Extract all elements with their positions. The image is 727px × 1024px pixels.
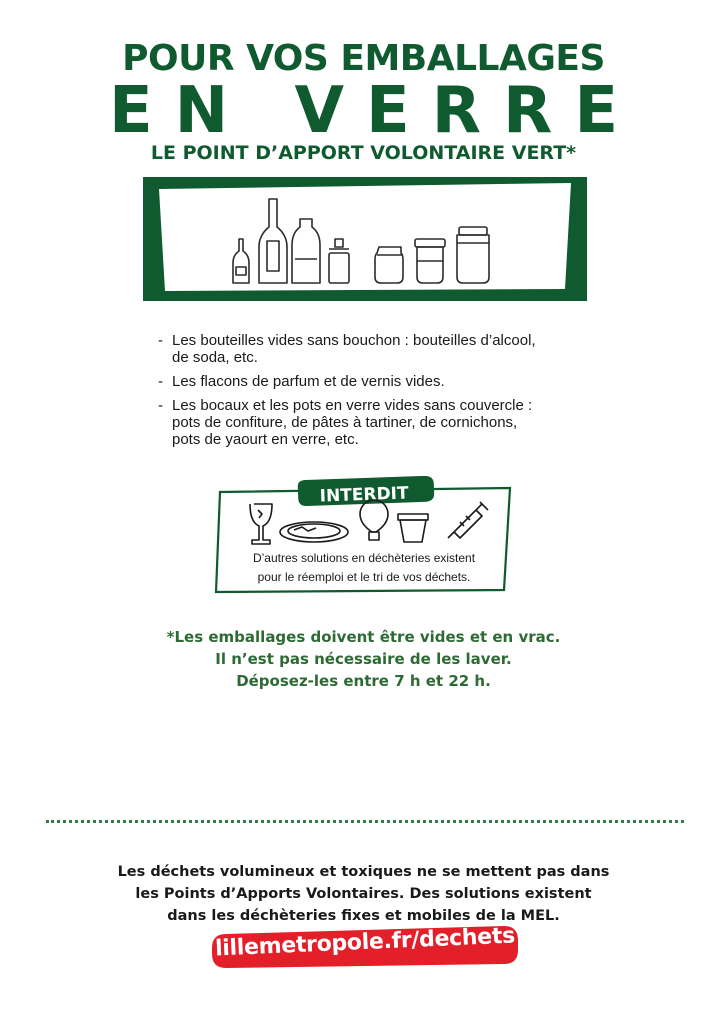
website-link[interactable]: lillemetropole.fr/dechets (214, 923, 516, 962)
footer-line-2: les Points d’Apports Volontaires. Des solutions existent (135, 886, 592, 902)
dotted-divider (46, 820, 684, 823)
forbidden-title: INTERDIT (319, 483, 409, 507)
title-line-2: EN VERRE (108, 74, 641, 148)
accepted-items-list (158, 332, 548, 455)
list-item-text: Les bocaux et les pots en verre vides sans couvercle : pots de confiture, de pâtes à tartiner, de cornichons, pots de yaourt en verre, etc. (172, 397, 533, 448)
note-line-2: Il n’est pas nécessaire de les laver. (215, 650, 512, 668)
list-item-text: Les bouteilles vides sans bouchon : bouteilles d’alcool, de soda, etc. (172, 332, 536, 366)
note-line-1: *Les emballages doivent être vides et en vrac. (166, 628, 561, 646)
list-dash: - (158, 397, 163, 414)
list-dash: - (158, 373, 163, 390)
subtitle: LE POINT D’APPORT VOLONTAIRE VERT* (150, 142, 577, 164)
forbidden-note-line-2: pour le réemploi et le tri de vos déchets. (257, 570, 471, 584)
instructions-note (0, 626, 727, 692)
footer-text (0, 861, 727, 927)
footer-line-3: dans les déchèteries fixes et mobiles de la MEL. (167, 908, 560, 924)
list-dash: - (158, 332, 163, 349)
note-line-3: Déposez-les entre 7 h et 22 h. (236, 672, 491, 690)
forbidden-note (222, 549, 506, 587)
title-line-1: POUR VOS EMBALLAGES (122, 38, 605, 79)
list-item-text: Les flacons de parfum et de vernis vides. (172, 373, 445, 390)
list-item (158, 397, 548, 448)
list-item (158, 332, 548, 366)
glass-containers-banner (143, 177, 587, 301)
forbidden-note-line-1: D’autres solutions en déchèteries existent (252, 551, 476, 565)
footer-line-1: Les déchets volumineux et toxiques ne se mettent pas dans (117, 864, 610, 880)
list-item (158, 373, 548, 390)
